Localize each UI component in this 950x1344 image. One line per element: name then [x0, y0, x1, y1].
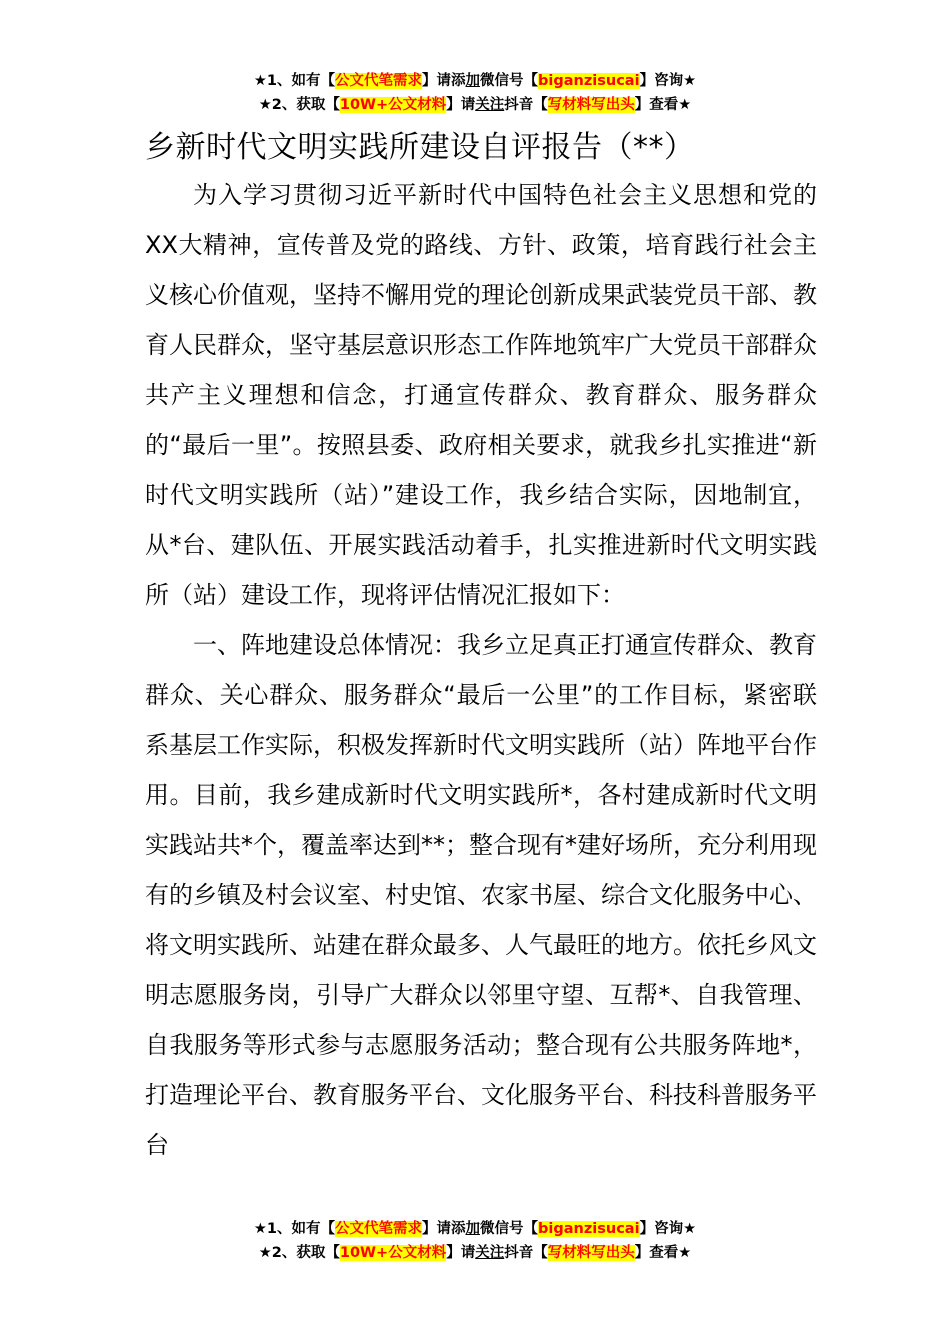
- banner-douyin-id: 写材料写出头: [547, 1245, 635, 1261]
- banner-text: ★1、如有【: [253, 73, 336, 89]
- banner-text: ★2、获取【: [258, 97, 340, 113]
- banner-text: 】咨询★: [639, 1221, 697, 1237]
- banner-text: 】请添: [422, 73, 466, 89]
- banner-text: ★1、如有【: [253, 1221, 336, 1237]
- paragraph-intro: 为入学习贯彻习近平新时代中国特色社会主义思想和党的XX大精神，宣传普及党的路线、方针、政策，培育践行社会主义核心价值观，坚持不懈用党的理论创新成果武装党员干部、教育人民群众，坚守基层意识形态工作阵地筑牢广大党员干部群众共产主义理想和信念，打通宣传群众、教育群众、服务群众的“最后一里”。按照县委、政府相关要求，就我乡扎实推进“新时代文明实践所（站）”建设工作，我乡结合实际，因地制宜，从*台、建队伍、开展实践活动着手，扎实推进新时代文明实践所（站）建设工作，现将评估情况汇报如下：: [145, 181, 817, 609]
- banner-text: 微信号【: [480, 1221, 539, 1237]
- banner-text: 】咨询★: [639, 73, 697, 89]
- banner-text: 】查看★: [634, 1245, 692, 1261]
- banner-text: 抖音【: [504, 97, 548, 113]
- banner-text: 】请: [446, 1245, 476, 1261]
- banner-text: 】查看★: [634, 97, 692, 113]
- document-body: [145, 170, 817, 1170]
- banner-text: 】请: [446, 97, 476, 113]
- banner-highlight: 10W+公文材料: [339, 1245, 447, 1261]
- banner-highlight: 公文代笔需求: [335, 1221, 423, 1237]
- banner-wechat-id: biganzisucai: [538, 73, 640, 89]
- banner-text: 抖音【: [504, 1245, 548, 1261]
- banner-text: ★2、获取【: [258, 1245, 340, 1261]
- document-title: 乡新时代文明实践所建设自评报告（**）: [145, 130, 695, 165]
- bottom-banner: [0, 1217, 950, 1265]
- banner-wechat-id: biganzisucai: [538, 1221, 640, 1237]
- banner-highlight: 公文代笔需求: [335, 73, 423, 89]
- banner-underlined: 关注: [475, 97, 505, 113]
- banner-line-2: [0, 93, 950, 117]
- banner-line-1: [0, 69, 950, 93]
- banner-line-1: [0, 1217, 950, 1241]
- banner-line-2: [0, 1241, 950, 1265]
- banner-underlined: 加: [465, 73, 481, 89]
- banner-highlight: 10W+公文材料: [339, 97, 447, 113]
- banner-underlined: 关注: [475, 1245, 505, 1261]
- banner-text: 】请添: [422, 1221, 466, 1237]
- banner-underlined: 加: [465, 1221, 481, 1237]
- banner-text: 微信号【: [480, 73, 539, 89]
- banner-douyin-id: 写材料写出头: [547, 97, 635, 113]
- paragraph-section-1: 一、阵地建设总体情况：我乡立足真正打通宣传群众、教育群众、关心群众、服务群众“最后一公里”的工作目标，紧密联系基层工作实际，积极发挥新时代文明实践所（站）阵地平台作用。目前，我乡建成新时代文明实践所*，各村建成新时代文明实践站共*个，覆盖率达到**；整合现有*建好场所，充分利用现有的乡镇及村会议室、村史馆、农家书屋、综合文化服务中心、将文明实践所、站建在群众最多、人气最旺的地方。依托乡风文明志愿服务岗，引导广大群众以邻里守望、互帮*、自我管理、自我服务等形式参与志愿服务活动；整合现有公共服务阵地*，打造理论平台、教育服务平台、文化服务平台、科技科普服务平台: [145, 631, 817, 1159]
- top-banner: [0, 69, 950, 117]
